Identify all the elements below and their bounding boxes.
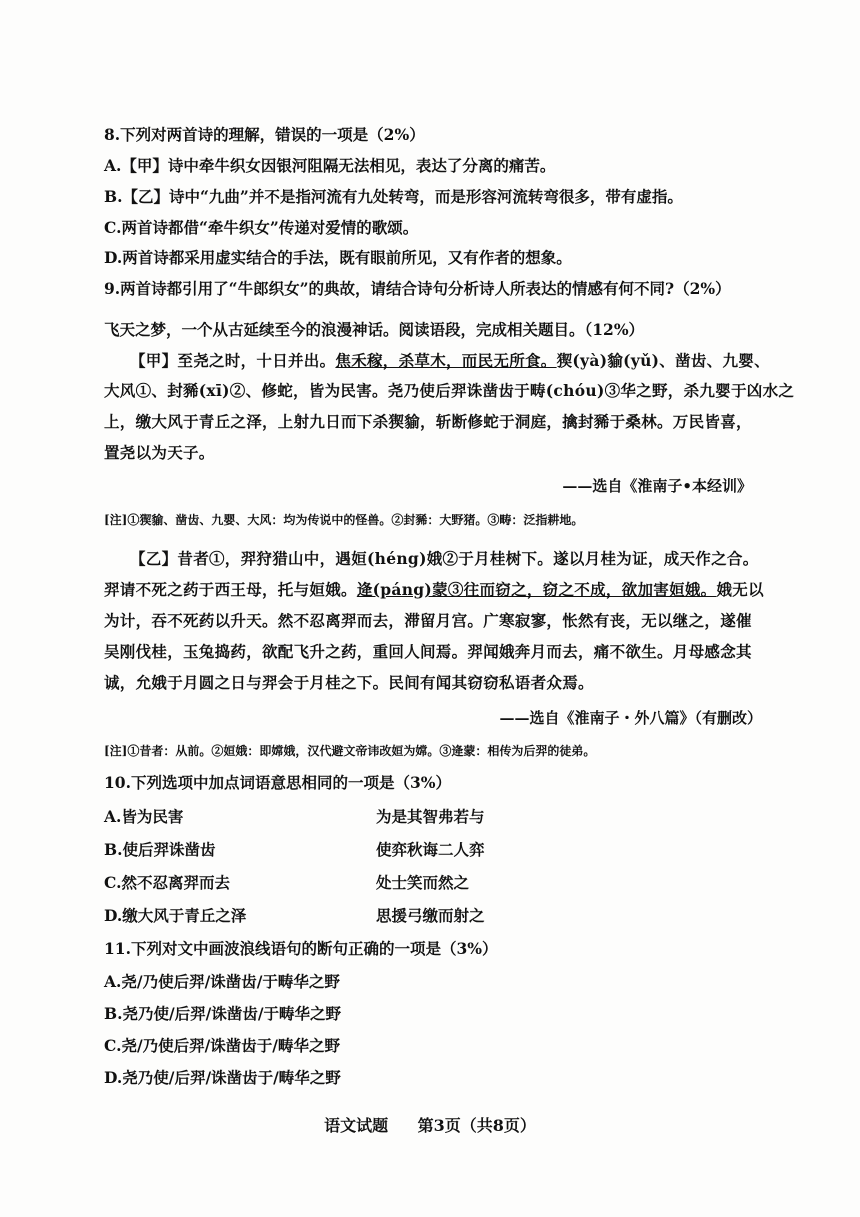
jia-note: [注]①猰貐、凿齿、九婴、大风：均为传说中的怪兽。②封豨：大野猪。③畴：泛指耕地。 [104,513,584,527]
yi-line-4: 吴刚伐桂，玉兔捣药，欲配飞升之药，重回人间焉。羿闻娥奔月而去，痛不欲生。月母感念其 [104,642,752,661]
q8-stem: 8.下列对两首诗的理解，错误的一项是（2%） [104,125,425,144]
page-footer [0,1113,860,1136]
q11-stem: 11.下列对文中画波浪线语句的断句正确的一项是（3%） [104,939,498,958]
yi-source: ——选自《淮南子・外八篇》（有删改） [499,709,762,727]
reading-intro: 飞天之梦，一个从古延续至今的浪漫神话。阅读语段，完成相关题目。（12%） [104,320,645,339]
q11-option-b: B.尧乃使/后羿/诛凿齿/于畴华之野 [104,1004,341,1023]
jia-line-1: 【甲】至尧之时，十日并出。焦禾稼，杀草木，而民无所食。猰(yà)貐(yǔ)、凿齿、九婴、 [130,351,770,370]
jia-line-3: 上，缴大风于青丘之泽，上射九日而下杀猰貐，斩断修蛇于洞庭，擒封豨于桑林。万民皆喜， [104,412,752,431]
jia-line-2: 大风①、封豨(xī)②、修蛇，皆为民害。尧乃使后羿诛凿齿于畴(chóu)③华之野，杀九婴于凶水之 [104,381,795,400]
yi-line-5: 诚，允娥于月圆之日与羿会于月桂之下。民间有闻其窃窃私语者众焉。 [104,673,594,692]
q8-option-c: C.两首诗都借“牵牛织女”传递对爱情的歌颂。 [104,218,419,237]
q10-option-b: B.使后羿诛凿齿 使弈秋诲二人弈 [104,840,485,859]
yi-line-3: 为计，吞不死药以升天。然不忍离羿而去，滞留月宫。广寒寂寥，怅然有丧，无以继之，遂催 [104,611,752,630]
q10-option-c: C.然不忍离羿而去 处士笑而然之 [104,873,470,892]
q11-option-d: D.尧乃使/后羿/诛凿齿于/畴华之野 [104,1068,341,1087]
footer-subject: 语文试题 [324,1116,389,1135]
jia-line-4: 置尧以为天子。 [104,443,215,462]
q11-option-c: C.尧/乃使后羿/诛凿齿于/畴华之野 [104,1036,340,1055]
q10-option-d: D.缴大风于青丘之泽 思援弓缴而射之 [104,906,485,925]
q8-option-a: A.【甲】诗中牵牛织女因银河阻隔无法相见，表达了分离的痛苦。 [104,156,556,175]
q11-option-a: A.尧/乃使后羿/诛凿齿/于畴华之野 [104,972,340,991]
yi-line-1: 【乙】昔者①，羿狩猎山中，遇姮(héng)娥②于月桂树下。遂以月桂为证，成天作之合。 [130,549,759,568]
jia-source: ——选自《淮南子•本经训》 [562,477,752,495]
q10-stem: 10.下列选项中加点词语意思相同的一项是（3%） [104,773,451,792]
question-9: 9.两首诗都引用了“牛郎织女”的典故，请结合诗句分析诗人所表达的情感有何不同?（2%） [104,279,731,298]
yi-underlined-sentence: 逄(páng)蒙③往而窃之，窃之不成，欲加害姮娥。 [356,580,717,599]
q8-option-d: D.两首诗都采用虚实结合的手法，既有眼前所见，又有作者的想象。 [104,248,572,267]
yi-note: [注]①昔者：从前。②姮娥：即嫦娥，汉代避文帝讳改姮为嫦。③逄蒙：相传为后羿的徒弟。 [104,744,596,758]
footer-page-number: 第3页（共8页） [417,1116,536,1135]
jia-underlined-sentence: 焦禾稼，杀草木，而民无所食。 [335,351,557,370]
q8-option-b: B.【乙】诗中“九曲”并不是指河流有九处转弯，而是形容河流转弯很多，带有虚指。 [104,187,683,206]
q10-option-a: A.皆为民害 为是其智弗若与 [104,807,485,826]
yi-line-2: 羿请不死之药于西王母，托与姮娥。逄(páng)蒙③往而窃之，窃之不成，欲加害姮娥。娥无以 [104,580,764,599]
